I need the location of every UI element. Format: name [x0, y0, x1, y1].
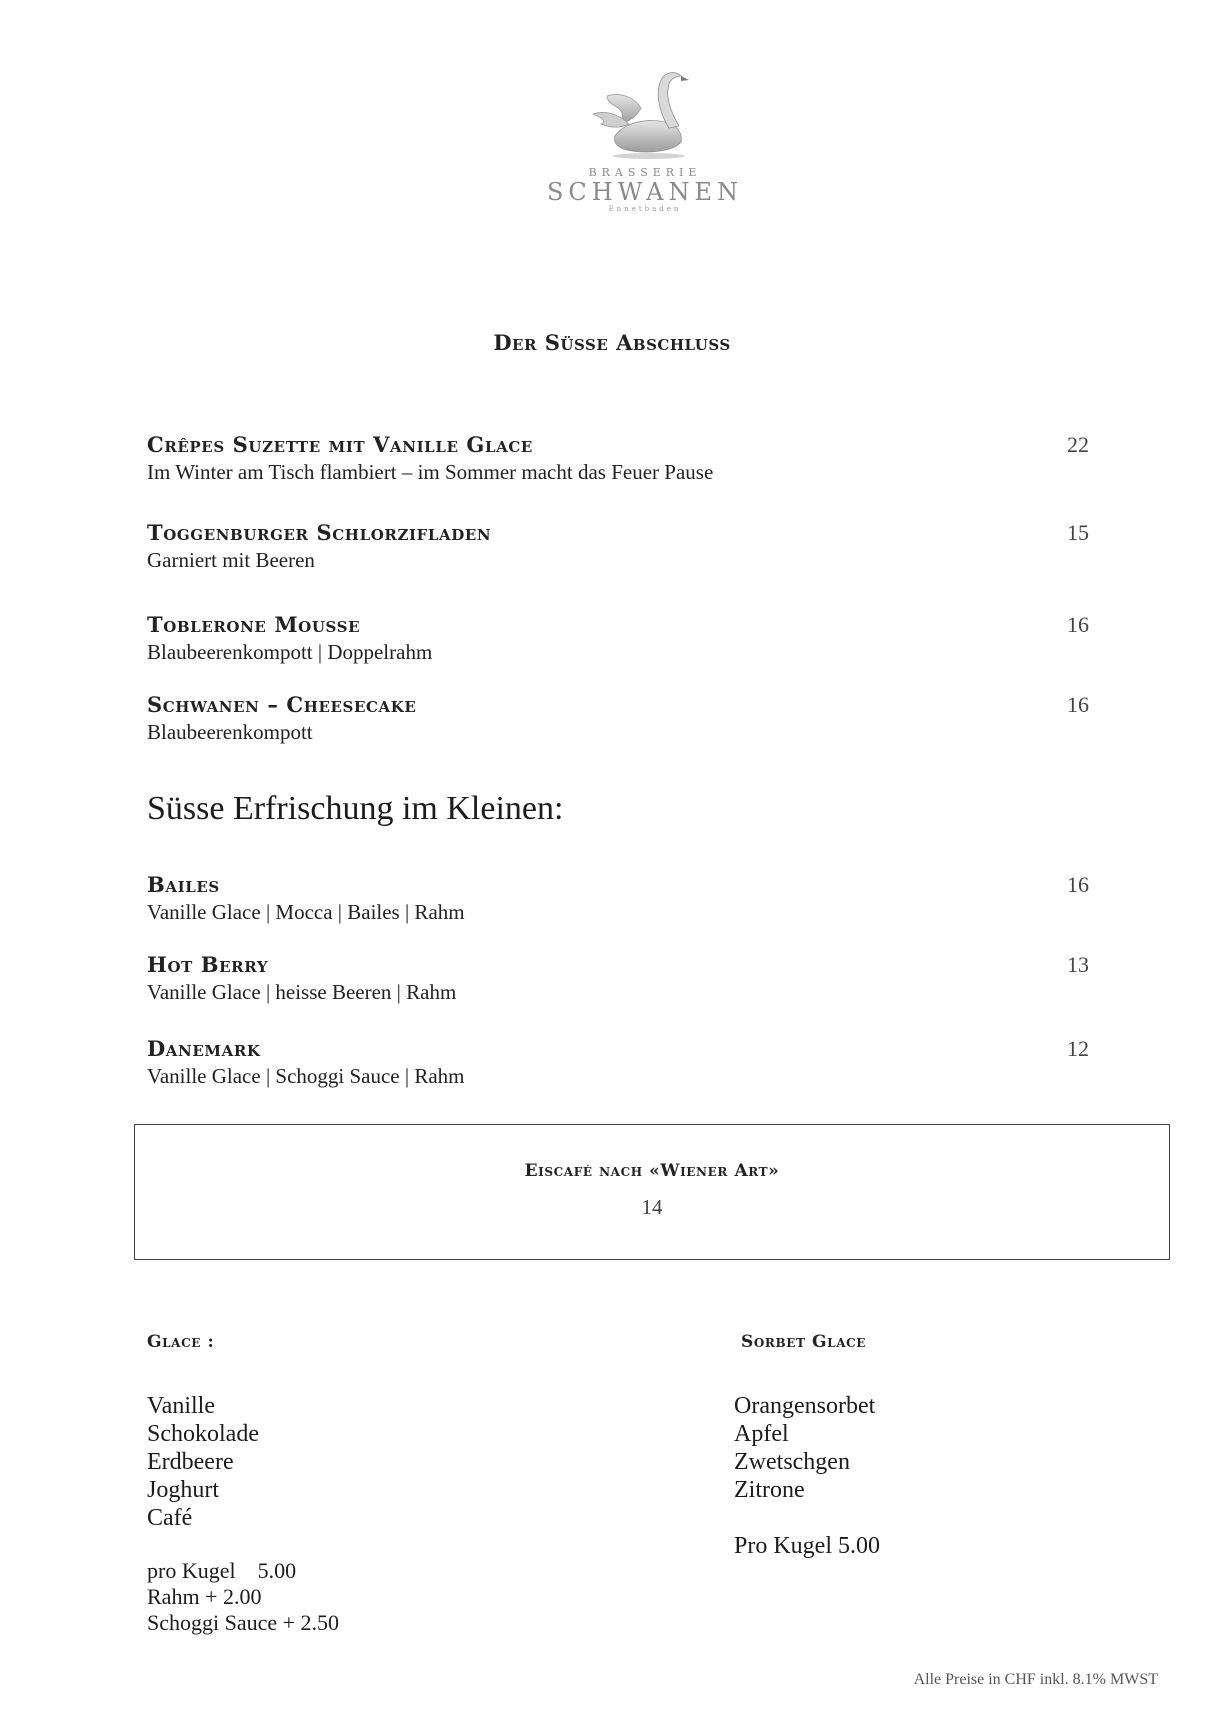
item-price: 15 [1067, 520, 1089, 545]
item-price: 12 [1067, 1036, 1089, 1061]
sorbet-column [734, 1332, 880, 1560]
item-name: Toblerone Mousse [147, 612, 361, 637]
flavor-item: Joghurt [147, 1477, 219, 1503]
menu-item [147, 1036, 1107, 1090]
menu-item [147, 520, 1107, 574]
flavor-item: Zitrone [734, 1477, 805, 1503]
item-name: Danemark [147, 1036, 261, 1061]
section-title: Der Süsse Abschluss [493, 330, 731, 355]
item-price: 22 [1067, 432, 1089, 457]
item-description: Blaubeerenkompott | Doppelrahm [147, 640, 433, 664]
flavor-item: Café [147, 1505, 193, 1531]
item-description: Vanille Glace | heisse Beeren | Rahm [147, 980, 457, 1004]
menu-item [147, 432, 1107, 486]
item-name: Hot Berry [147, 952, 269, 977]
special-price: 14 [641, 1195, 663, 1219]
item-name: Toggenburger Schlorzifladen [147, 520, 492, 545]
item-description: Vanille Glace | Schoggi Sauce | Rahm [147, 1064, 465, 1088]
flavor-item: Apfel [734, 1421, 789, 1447]
subheading: Süsse Erfrischung im Kleinen: [147, 790, 564, 827]
item-price: 16 [1067, 872, 1089, 897]
flavor-item: Zwetschgen [734, 1449, 850, 1475]
price-note: Schoggi Sauce + 2.50 [147, 1610, 340, 1635]
sorbet-title: Sorbet Glace [741, 1332, 867, 1352]
glace-title: Glace : [147, 1332, 215, 1352]
item-price: 16 [1067, 612, 1089, 637]
item-description: Garniert mit Beeren [147, 548, 315, 572]
item-description: Vanille Glace | Mocca | Bailes | Rahm [147, 900, 465, 924]
brand-logo [540, 66, 750, 226]
brand-place: Ennetbaden [608, 205, 682, 213]
item-description: Im Winter am Tisch flambiert – im Sommer macht das Feuer Pause [147, 460, 714, 484]
price-note: Rahm + 2.00 [147, 1584, 262, 1609]
flavor-item: Erdbeere [147, 1449, 234, 1475]
flavor-item: Vanille [147, 1393, 215, 1419]
price-note: pro Kugel 5.00 [147, 1558, 297, 1583]
item-name: Schwanen – Cheesecake [147, 692, 417, 717]
menu-item [147, 692, 1107, 746]
brand-small-text: BRASSERIE [588, 166, 702, 179]
menu-item [147, 952, 1107, 1006]
item-name: Crêpes Suzette mit Vanille Glace [147, 432, 533, 457]
price-note: Pro Kugel 5.00 [734, 1533, 880, 1559]
item-description: Blaubeerenkompott [147, 720, 313, 744]
glace-column [147, 1332, 339, 1636]
item-price: 16 [1067, 692, 1089, 717]
special-box [134, 1124, 1170, 1260]
item-price: 13 [1067, 952, 1089, 977]
flavor-item: Schokolade [147, 1421, 259, 1447]
special-title: Eiscafé nach «Wiener Art» [524, 1161, 780, 1181]
item-name: Bailes [147, 872, 220, 897]
menu-item [147, 872, 1107, 926]
swan-icon [585, 66, 705, 162]
footer-note: Alle Preise in CHF inkl. 8.1% MWST [913, 1671, 1158, 1688]
menu-item [147, 612, 1107, 666]
brand-name: SCHWANEN [546, 178, 744, 206]
flavor-item: Orangensorbet [734, 1393, 876, 1419]
